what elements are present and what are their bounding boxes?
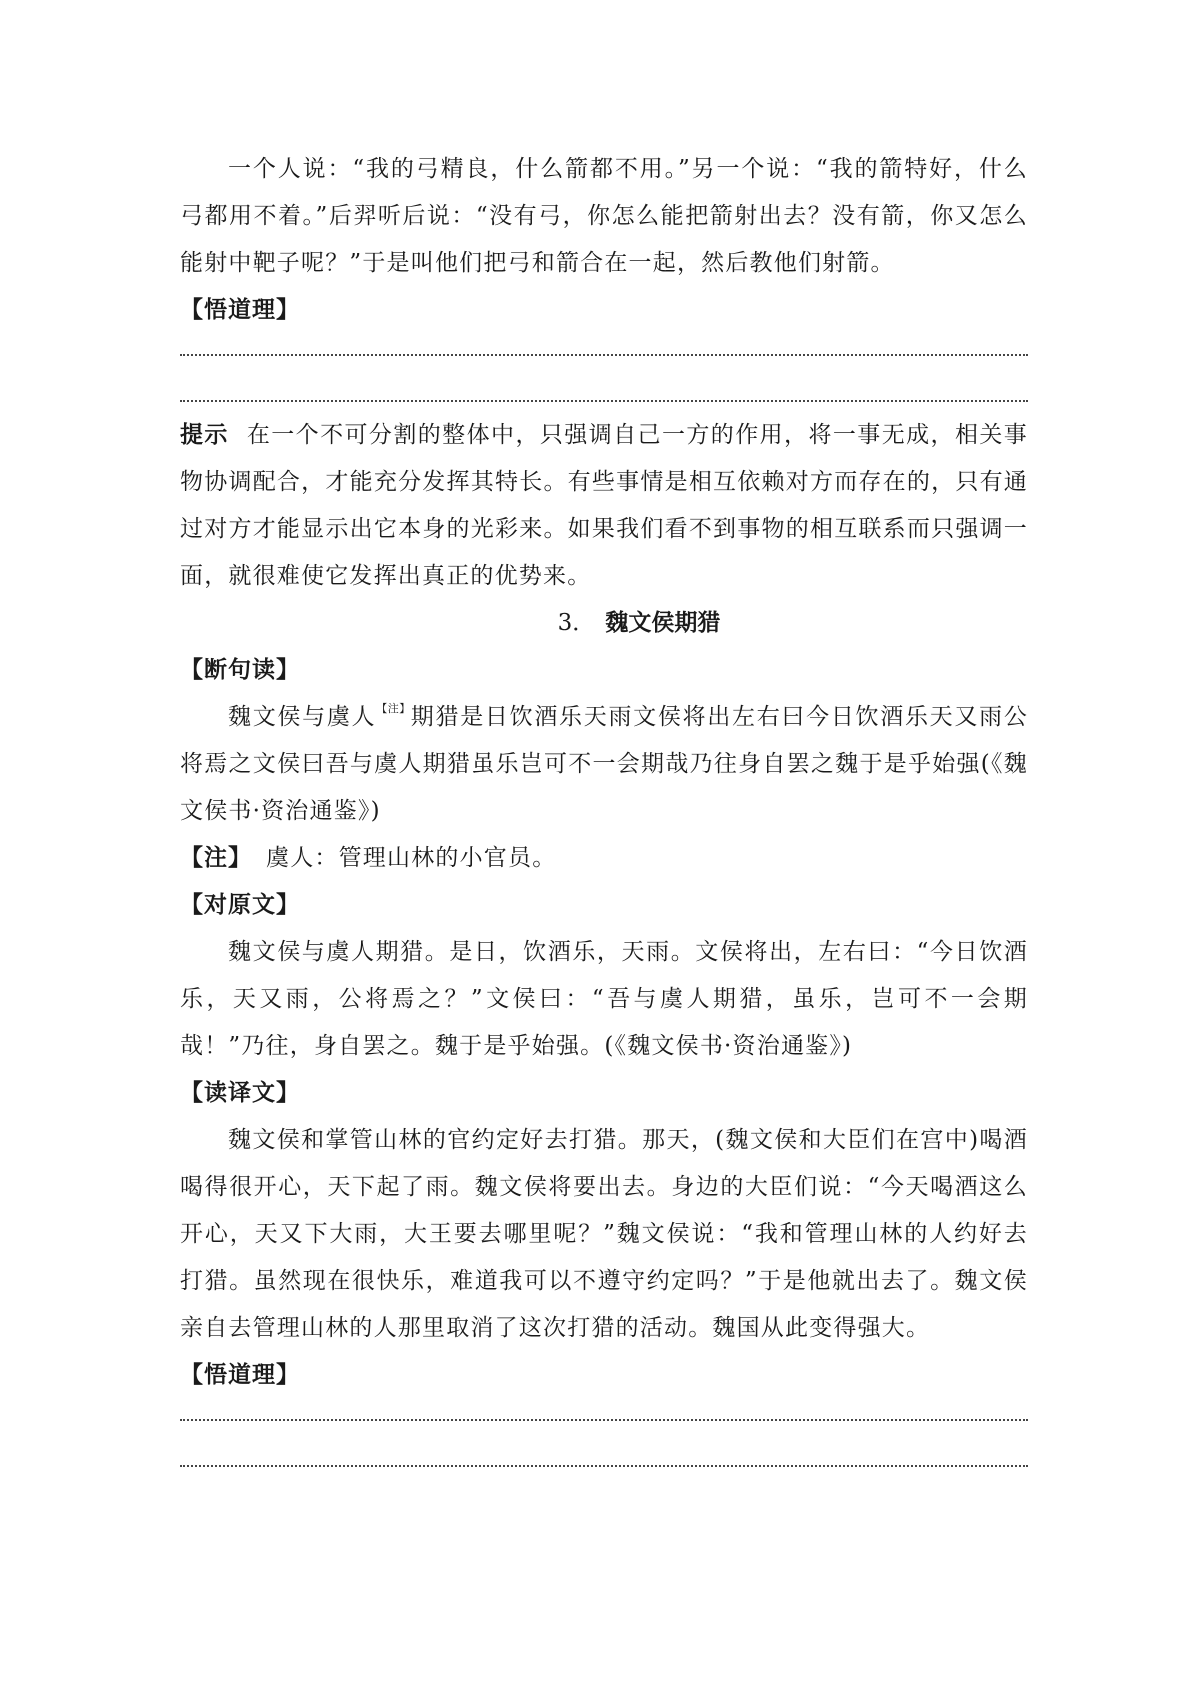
wudaoli-heading-2: 【悟道理】 <box>180 1362 300 1388</box>
unpunctuated-text <box>180 694 1028 835</box>
note-label: 【注】 <box>180 845 252 871</box>
duiyuanwen-heading: 【对原文】 <box>180 892 300 918</box>
story3-title-text: 魏文侯期猎 <box>605 610 721 636</box>
note-mark: 【注】 <box>376 702 411 715</box>
note-paragraph <box>180 835 1028 882</box>
unpunctuated-text-a: 魏文侯与虞人 <box>228 704 377 730</box>
answer-lines-1 <box>180 334 1028 402</box>
answer-line[interactable] <box>180 400 1028 402</box>
story3-number: 3． <box>557 610 596 636</box>
wudaoli-heading-1: 【悟道理】 <box>180 297 300 323</box>
answer-line[interactable] <box>180 1465 1028 1467</box>
unpunctuated-text-b: 期猎是日饮酒乐天雨文侯将出左右曰今日饮酒乐天又雨公将焉之文侯曰吾与虞人期猎虽乐岂可不一会期哉乃往身自罢之魏于是乎始强(《魏文侯书·资治通鉴》) <box>180 704 1029 824</box>
hint-paragraph <box>180 412 1028 600</box>
document-body <box>180 146 1028 1467</box>
translation-text: 魏文侯和掌管山林的官约定好去打猎。那天，(魏文侯和大臣们在宫中)喝酒喝得很开心，天下起了雨。魏文侯将要出去。身边的大臣们说：“今天喝酒这么开心，天又下大雨，大王要去哪里呢？”魏文侯说：“我和管理山林的人约好去打猎。虽然现在很快乐，难道我可以不遵守约定吗？”于是他就出去了。魏文侯亲自去管理山林的人那里取消了这次打猎的活动。魏国从此变得强大。 <box>180 1127 1028 1341</box>
hint-label: 提示 <box>180 422 229 448</box>
original-text: 魏文侯与虞人期猎。是日，饮酒乐，天雨。文侯将出，左右曰：“今日饮酒乐，天又雨，公将焉之？”文侯曰：“吾与虞人期猎，虽乐，岂可不一会期哉！”乃往，身自罢之。魏于是乎始强。(《魏文侯书·资治通鉴》) <box>180 939 1028 1059</box>
story3-title <box>180 600 1028 647</box>
duyiwen-heading: 【读译文】 <box>180 1080 300 1106</box>
story1-paragraph: 一个人说：“我的弓精良，什么箭都不用。”另一个说：“我的箭特好，什么弓都用不着。”后羿听后说：“没有弓，你怎么能把箭射出去？没有箭，你又怎么能射中靶子呢？”于是叫他们把弓和箭合在一起，然后教他们射箭。 <box>180 156 1028 276</box>
duanjudu-heading: 【断句读】 <box>180 657 300 683</box>
answer-lines-2 <box>180 1399 1028 1467</box>
note-text: 虞人：管理山林的小官员。 <box>266 845 557 871</box>
hint-text: 在一个不可分割的整体中，只强调自己一方的作用，将一事无成，相关事物协调配合，才能充分发挥其特长。有些事情是相互依赖对方而存在的，只有通过对方才能显示出它本身的光彩来。如果我们看不到事物的相互联系而只强调一面，就很难使它发挥出真正的优势来。 <box>180 422 1028 589</box>
